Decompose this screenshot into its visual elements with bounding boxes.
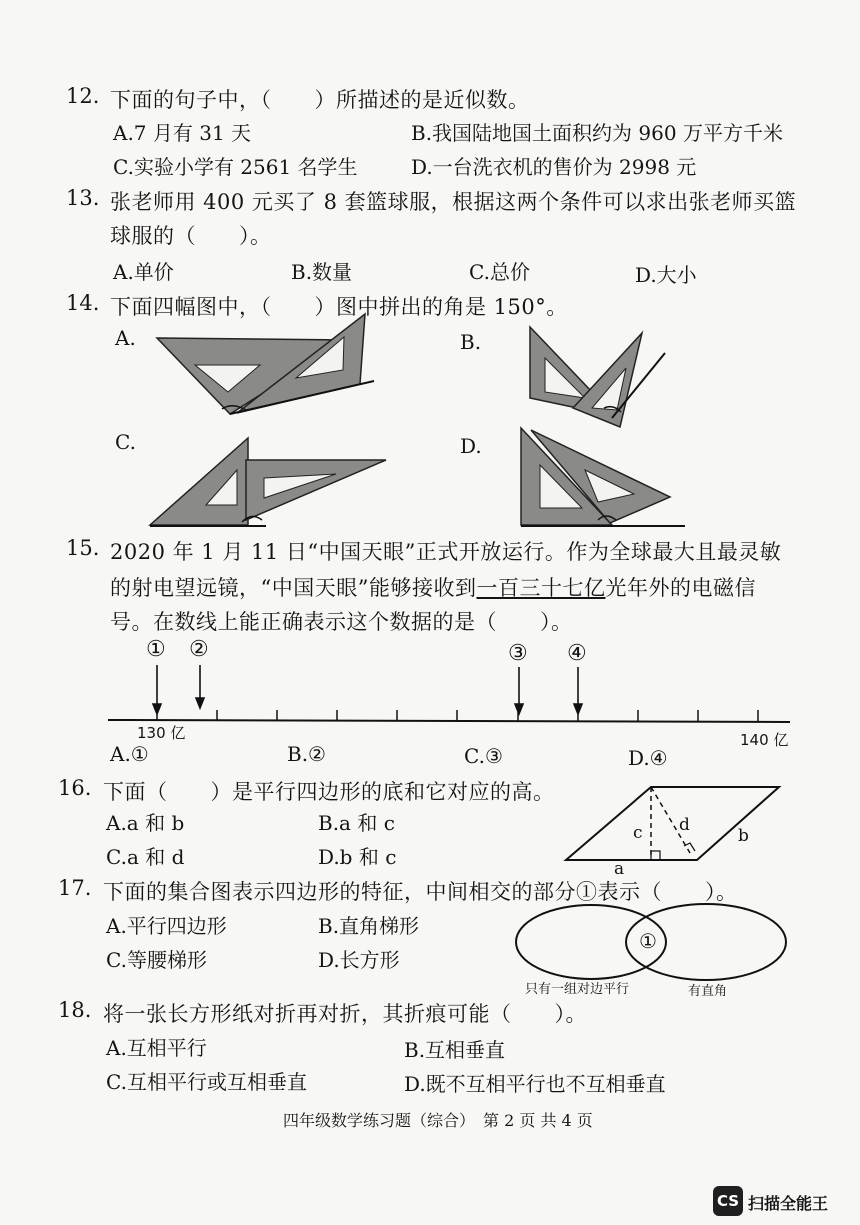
- question-number: 13.: [66, 186, 100, 210]
- option-d: D.b 和 c: [318, 845, 397, 869]
- figure-label-d: D.: [460, 434, 482, 458]
- option-b: B.数量: [291, 260, 353, 284]
- label-b: b: [738, 826, 749, 846]
- option-c: C.互相平行或互相垂直: [106, 1070, 307, 1094]
- question-stem: 下面（ ）是平行四边形的底和它对应的高。: [103, 780, 555, 804]
- option-d: D.长方形: [318, 948, 400, 972]
- question-number: 14.: [66, 291, 100, 315]
- question-stem: 张老师用 400 元买了 8 套篮球服，根据这两个条件可以求出张老师买篮: [110, 190, 797, 214]
- figure-label-c: C.: [115, 430, 136, 454]
- question-stem: 下面的句子中，（ ）所描述的是近似数。: [110, 88, 530, 112]
- label-d: d: [679, 815, 690, 835]
- option-a: A.平行四边形: [106, 914, 227, 938]
- option-b: B.互相垂直: [404, 1038, 506, 1062]
- venn-intersection-label: ①: [639, 929, 657, 953]
- question-stem-continued: 号。在数线上能正确表示这个数据的是（ ）。: [110, 610, 573, 634]
- camscanner-logo-icon: CS: [713, 1186, 743, 1216]
- option-b: B.直角梯形: [318, 914, 420, 938]
- option-c: C.③: [464, 744, 503, 768]
- option-b: B.②: [287, 742, 326, 766]
- question-number: 17.: [58, 876, 92, 900]
- question-stem-continued: 球服的（ ）。: [110, 224, 272, 248]
- question-number: 12.: [66, 84, 100, 108]
- figure-label-b: B.: [460, 330, 482, 354]
- option-d: D.④: [628, 746, 668, 770]
- question-stem: 将一张长方形纸对折再对折，其折痕可能（ ）。: [103, 1002, 587, 1026]
- figure-label-a: A.: [115, 326, 136, 350]
- question-stem: 下面的集合图表示四边形的特征，中间相交的部分①表示（ ）。: [103, 880, 738, 904]
- question-number: 15.: [66, 536, 100, 560]
- option-b: B.我国陆地国土面积约为 960 万平方千米: [411, 121, 783, 145]
- venn-right-label: 有直角: [688, 984, 728, 999]
- option-a: A.互相平行: [106, 1036, 207, 1060]
- option-d: D.一台洗衣机的售价为 2998 元: [411, 155, 697, 179]
- number-line-right-label: 140 亿: [740, 731, 789, 749]
- marker-4: ④: [567, 641, 587, 666]
- question-stem-continued: 的射电望远镜，“中国天眼”能够接收到一百三十七亿光年外的电磁信: [110, 576, 756, 600]
- venn-left-label: 只有一组对边平行: [525, 982, 630, 997]
- option-c: C.实验小学有 2561 名学生: [113, 155, 358, 179]
- option-c: C.总价: [469, 260, 530, 284]
- option-d: D.大小: [635, 263, 697, 287]
- option-b: B.a 和 c: [318, 811, 395, 835]
- option-a: A.①: [110, 742, 149, 766]
- underlined-number: 一百三十七亿: [476, 576, 606, 600]
- option-c: C.等腰梯形: [106, 948, 207, 972]
- option-c: C.a 和 d: [106, 845, 185, 869]
- page-footer: 四年级数学练习题（综合） 第 2 页 共 4 页: [283, 1111, 593, 1130]
- question-number: 18.: [58, 998, 92, 1022]
- option-a: A.7 月有 31 天: [113, 121, 252, 145]
- question-stem: 下面四幅图中，（ ）图中拼出的角是 150°。: [110, 295, 568, 319]
- question-stem: 2020 年 1 月 11 日“中国天眼”正式开放运行。作为全球最大且最灵敏: [110, 540, 782, 564]
- label-c: c: [633, 823, 643, 843]
- marker-1: ①: [146, 637, 166, 662]
- option-d: D.既不互相平行也不互相垂直: [404, 1072, 666, 1096]
- option-a: A.a 和 b: [106, 811, 185, 835]
- marker-2: ②: [189, 637, 209, 662]
- number-line-left-label: 130 亿: [137, 724, 186, 742]
- option-a: A.单价: [113, 260, 174, 284]
- label-a: a: [614, 859, 625, 879]
- question-number: 16.: [58, 776, 92, 800]
- brand-name: 扫描全能王: [748, 1194, 829, 1213]
- marker-3: ③: [508, 641, 528, 666]
